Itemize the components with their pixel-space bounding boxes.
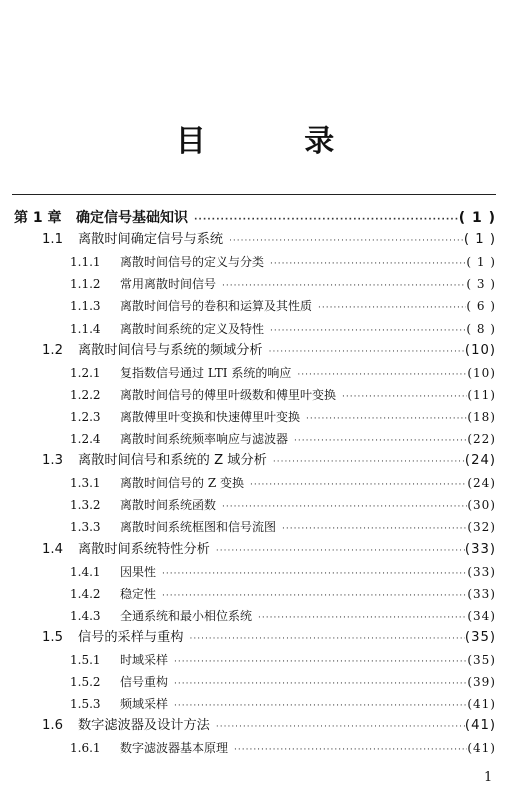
toc-entry-page: (33)	[467, 564, 496, 579]
title-rule	[12, 194, 496, 195]
toc-entry-title: 信号的采样与重构	[78, 629, 184, 645]
dot-leader	[214, 541, 465, 561]
toc-entry-number: 1.2.1	[70, 365, 101, 380]
dot-leader	[248, 475, 467, 495]
toc-entry-number: 1.4.1	[70, 564, 101, 579]
dot-leader	[256, 608, 467, 628]
toc-entry-number: 1.4.2	[70, 586, 101, 601]
toc-entry-number: 1.4	[42, 541, 63, 557]
toc-entry-chapter[interactable]	[14, 208, 496, 228]
toc-entry-title: 稳定性	[120, 586, 157, 601]
toc-entry-title: 离散时间系统频率响应与滤波器	[120, 432, 289, 446]
toc-entry-sub[interactable]	[70, 429, 496, 449]
dot-leader	[340, 387, 467, 407]
toc-entry-sub[interactable]	[70, 296, 496, 316]
dot-leader	[292, 431, 467, 451]
dot-leader	[172, 652, 467, 672]
toc-entry-sub[interactable]	[70, 517, 496, 537]
dot-leader	[214, 717, 465, 737]
toc-entry-page: (30)	[467, 498, 496, 513]
toc-entry-title: 数字滤波器及设计方法	[78, 718, 210, 734]
toc-entry-title: 因果性	[120, 564, 157, 579]
toc-entry-sub[interactable]	[70, 473, 496, 493]
dot-leader	[267, 342, 465, 362]
toc-entry-number: 1.3.2	[70, 498, 101, 513]
toc-entry-title: 离散傅里叶变换和快速傅里叶变换	[120, 409, 301, 424]
toc-entry-section[interactable]	[42, 540, 496, 560]
toc-entry-number: 1.5.3	[70, 697, 101, 712]
toc-entry-sub[interactable]	[70, 584, 496, 604]
toc-entry-page: ( 1 )	[458, 210, 496, 226]
toc-entry-sub[interactable]	[70, 650, 496, 670]
page-title: 目 录	[175, 124, 379, 159]
toc-entry-sub[interactable]	[70, 738, 496, 758]
dot-leader	[268, 321, 466, 341]
toc-entry-page: (32)	[467, 520, 496, 535]
toc-entry-title: 离散时间信号与系统的频域分析	[78, 342, 263, 358]
toc-entry-page: ( 6 )	[466, 299, 496, 314]
dot-leader	[220, 276, 466, 296]
toc-entry-title: 离散时间信号的 Z 变换	[120, 476, 244, 491]
toc-entry-page: ( 3 )	[466, 277, 496, 292]
toc-entry-section[interactable]	[42, 716, 496, 736]
toc-entry-section[interactable]	[42, 628, 496, 648]
toc-entry-title: 数字滤波器基本原理	[120, 741, 229, 756]
toc-entry-number: 1.2.2	[70, 387, 101, 402]
toc-entry-title: 离散时间信号的定义与分类	[120, 255, 265, 270]
toc-entry-section[interactable]	[42, 230, 496, 250]
toc-entry-title: 离散时间系统函数	[120, 498, 217, 513]
toc-entry-title: 信号重构	[120, 675, 169, 690]
toc-entry-section[interactable]	[42, 341, 496, 361]
toc-entry-sub[interactable]	[70, 385, 496, 405]
toc-entry-page: (35)	[467, 653, 496, 667]
dot-leader	[268, 254, 466, 274]
dot-leader	[172, 674, 467, 694]
toc-entry-sub[interactable]	[70, 274, 496, 294]
toc-entry-page: (35)	[464, 629, 496, 645]
toc-entry-page: (24)	[467, 476, 496, 491]
toc-entry-sub[interactable]	[70, 606, 496, 626]
toc-entry-page: (11)	[467, 387, 496, 402]
dot-leader	[295, 365, 467, 385]
toc-entry-page: ( 8 )	[466, 321, 496, 336]
toc-entry-number: 1.5.2	[70, 675, 101, 690]
toc-entry-title: 频域采样	[120, 697, 169, 712]
toc-entry-title: 确定信号基础知识	[76, 210, 188, 226]
toc-entry-title: 离散时间系统框图和信号流图	[120, 520, 277, 535]
toc-entry-section[interactable]	[42, 451, 496, 471]
dot-leader	[271, 452, 465, 472]
dot-leader	[220, 497, 467, 517]
toc-entry-sub[interactable]	[70, 694, 496, 714]
dot-leader	[188, 629, 465, 649]
toc-entry-page: ( 1 )	[466, 255, 496, 270]
toc-entry-number: 1.3.1	[70, 476, 101, 491]
toc-entry-number: 1.5	[42, 629, 63, 645]
dot-leader	[160, 564, 467, 584]
dot-leader	[304, 409, 467, 429]
toc-entry-title: 离散时间确定信号与系统	[78, 232, 224, 248]
toc-entry-title: 时域采样	[120, 653, 169, 667]
toc-entry-page: (10)	[464, 342, 496, 358]
toc-entry-number: 第 1 章	[14, 210, 62, 226]
toc-entry-number: 1.6	[42, 718, 63, 734]
toc-entry-number: 1.3.3	[70, 520, 101, 535]
page-number: 1	[484, 770, 493, 785]
toc-entry-number: 1.1	[42, 232, 63, 248]
dot-leader	[316, 298, 466, 318]
toc-entry-page: (22)	[467, 432, 496, 446]
toc-entry-page: (41)	[467, 741, 496, 756]
toc-entry-page: (39)	[467, 675, 496, 690]
toc-entry-sub[interactable]	[70, 407, 496, 427]
toc-entry-sub[interactable]	[70, 562, 496, 582]
toc-entry-title: 离散时间信号和系统的 Z 域分析	[78, 453, 267, 469]
toc-entry-page: (18)	[467, 409, 496, 424]
toc-entry-number: 1.5.1	[70, 653, 101, 667]
toc-entry-title: 离散时间系统的定义及特性	[120, 321, 265, 336]
toc-entry-sub[interactable]	[70, 672, 496, 692]
toc-entry-title: 离散时间系统特性分析	[78, 541, 210, 557]
toc-entry-title: 离散时间信号的卷积和运算及其性质	[120, 299, 313, 314]
toc-entry-number: 1.1.3	[70, 299, 101, 314]
toc-entry-number: 1.1.4	[70, 321, 101, 336]
toc-entry-sub[interactable]	[70, 363, 496, 383]
toc-entry-number: 1.1.1	[70, 255, 101, 270]
dot-leader	[227, 231, 464, 251]
toc-entry-page: (34)	[467, 608, 496, 623]
toc-entry-page: (10)	[467, 365, 496, 380]
toc-entry-number: 1.2	[42, 342, 63, 358]
toc-entry-title: 常用离散时间信号	[120, 277, 217, 292]
dot-leader	[232, 740, 467, 760]
toc-entry-title: 离散时间信号的傅里叶级数和傅里叶变换	[120, 387, 337, 402]
toc-entry-page: ( 1 )	[463, 232, 496, 248]
dot-leader	[280, 519, 467, 539]
toc-entry-number: 1.2.4	[70, 432, 101, 446]
toc-entry-number: 1.3	[42, 453, 63, 469]
toc-entry-page: (41)	[464, 718, 496, 734]
dot-leader	[172, 696, 467, 716]
toc-entry-number: 1.4.3	[70, 608, 101, 623]
toc-entry-number: 1.1.2	[70, 277, 101, 292]
toc-entry-page: (41)	[467, 697, 496, 712]
toc-entry-sub[interactable]	[70, 319, 496, 339]
toc-entry-sub[interactable]	[70, 495, 496, 515]
toc-entry-number: 1.6.1	[70, 741, 101, 756]
toc-entry-sub[interactable]	[70, 252, 496, 272]
toc-entry-page: (33)	[467, 586, 496, 601]
toc-entry-page: (24)	[464, 453, 496, 469]
dot-leader	[160, 586, 467, 606]
dot-leader	[192, 210, 459, 230]
toc-entry-number: 1.2.3	[70, 409, 101, 424]
toc-entry-page: (33)	[464, 541, 496, 557]
toc-entry-title: 全通系统和最小相位系统	[120, 608, 253, 623]
toc-entry-title: 复指数信号通过 LTI 系统的响应	[120, 365, 292, 380]
